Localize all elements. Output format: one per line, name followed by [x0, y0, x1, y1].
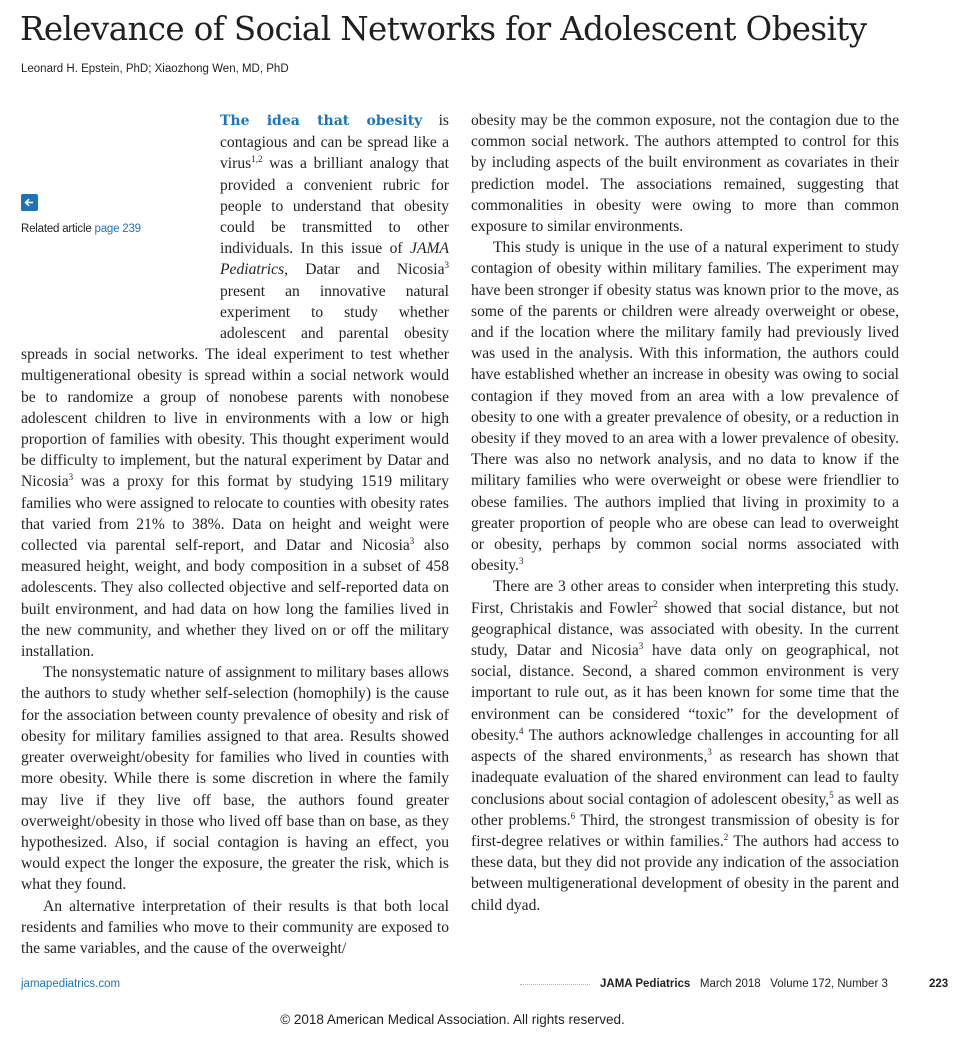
related-article-text: [21, 219, 141, 240]
citation[interactable]: 3: [409, 535, 415, 546]
right-column: [471, 110, 899, 916]
citation[interactable]: 5: [829, 789, 834, 800]
citation[interactable]: 1,2: [251, 154, 263, 165]
citation[interactable]: 3: [444, 260, 449, 271]
author-line: Leonard H. Epstein, PhD; Xiaozhong Wen, MD, PhD: [21, 63, 289, 75]
citation[interactable]: 6: [570, 810, 576, 821]
paragraph: The nonsystematic nature of assignment to military bases allows the authors to study whether self-selection (homophily) is the cause for the association between county prevalence of obesity and risk of obesity for military families assigned to that area. Results showed greater overweight/obesity for families who lived in counties with more obesity. While there is some discretion in where the family may live if they live off base, the authors found greater overweight/obesity in those who lived off base than on base, as they hypothesized. Also, if social contagion is having an effect, you would expect the longer the exposure, the greater the risk, which is what they found.: [21, 664, 449, 894]
citation[interactable]: 3: [707, 746, 712, 757]
citation[interactable]: 3: [638, 640, 644, 651]
footer-divider: [520, 984, 590, 985]
citation[interactable]: 3: [518, 556, 524, 567]
issue-date: March 2018: [699, 978, 761, 990]
journal-name: JAMA Pediatrics: [600, 978, 691, 990]
related-article-link[interactable]: page 239: [94, 223, 141, 235]
citation[interactable]: 2: [723, 831, 729, 842]
website-link[interactable]: jamapediatrics.com: [21, 978, 121, 990]
paragraph: obesity may be the common exposure, not the contagion due to the common social network. The authors attempted to control for this by including aspects of the built environment as covariates in their prediction model. The associations remained, suggesting that commonalities in obesity were owing to more than common exposure to similar environments.: [471, 112, 899, 236]
left-column: [21, 110, 449, 959]
page-number: 223: [929, 978, 949, 990]
citation[interactable]: 3: [68, 472, 74, 483]
paragraph: An alternative interpretation of their results is that both local residents and families who move to their community are exposed to the same variables, and the cause of the overweight/: [21, 897, 449, 957]
citation[interactable]: 2: [653, 598, 658, 609]
copyright-notice: © 2018 American Medical Association. All rights reserved.: [280, 1012, 625, 1027]
paragraph: The idea that obesity is contagious and can be spread like a virus$^{1,2}$ was a brilliant analogy that provided a convenient rubric for people to understand that obesity could be transmitted to other individuals. In this issue of JAMA Pediatrics, Datar and Nicosia$^3$ present an innovative natural experiment to study whether adolescent and parental obesity spreads in social networks. The ideal experiment to test whether multigenerational obesity is spread within a social network would be to randomize a group of nonobese parents with nonobese adolescent children to live in environments with a low or high proportion of families with obesity. This thought experiment would be difficulty to implement, but the natural experiment by Datar and Nicosia$^3$ was a proxy for this format by studying 1519 military families who were assigned to relocate to counties with obesity rates that varied from 21% to 38%. Data on height and weight were collected via parental self-report, and Datar and Nicosia$^3$ also measured height, weight, and body composition in a subset of 458 adolescents. They also collected objective and self-reported data on built environment, and had data on how long the families lived in the new community, and whether they lived on or off the military installation.: [21, 112, 449, 661]
journal-info: [600, 978, 888, 990]
related-article-label: Related article: [21, 223, 92, 235]
citation[interactable]: 4: [518, 725, 524, 736]
lead-in: The idea that obesity: [220, 113, 423, 129]
paragraph: There are 3 other areas to consider when interpreting this study. First, Christakis and Fowler$^2$ showed that social distance, but not geographical distance, was associated with obesity. In the current study, Datar and Nicosia$^3$ have data only on geographical, not social, distance. Second, a shared common environment is very important to rule out, as it has been known for some time that the environment can be considered “toxic” for the development of obesity.$^4$ The authors acknowledge challenges in accounting for all aspects of the shared environments,$^3$ as research has shown that inadequate evaluation of the shared environment can lead to faulty conclusions about social contagion of adolescent obesity,$^5$ as well as other problems.$^6$ Third, the strongest transmission of obesity is for first-degree relatives or within families.$^2$ The authors had access to these data, but they did not provide any indication of the association between multigenerational development of obesity in the parent and child dyad.: [471, 578, 900, 914]
volume-number: Volume 172, Number 3: [770, 978, 888, 990]
related-article-box: [0, 194, 220, 330]
article-title: Relevance of Social Networks for Adolescent Obesity: [20, 10, 867, 48]
arrow-left-icon[interactable]: [21, 194, 38, 211]
journal-name: JAMA Pediatrics: [220, 240, 449, 279]
paragraph: This study is unique in the use of a natural experiment to study contagion of obesity within military families. The experiment may have been stronger if obesity status was known prior to the move, as some of the parents or children were already overweight or obese, and if the location where the military family had previously lived was used in the analysis. With this information, the authors could have established whether an increase in obesity was owing to social contagion if they moved from an area with a low prevalence of obesity to one with a greater prevalence of obesity, or a reduction in obesity if they moved to an area with a lower prevalence of obesity. There was also no network analysis, and no data to know if the military families who were overweight or obese were friendlier to obese families. The authors implied that living in proximity to a greater proportion of people who are obese can lead to overweight or obesity, perhaps by common social norms associated with obesity.$^3$: [471, 239, 899, 575]
